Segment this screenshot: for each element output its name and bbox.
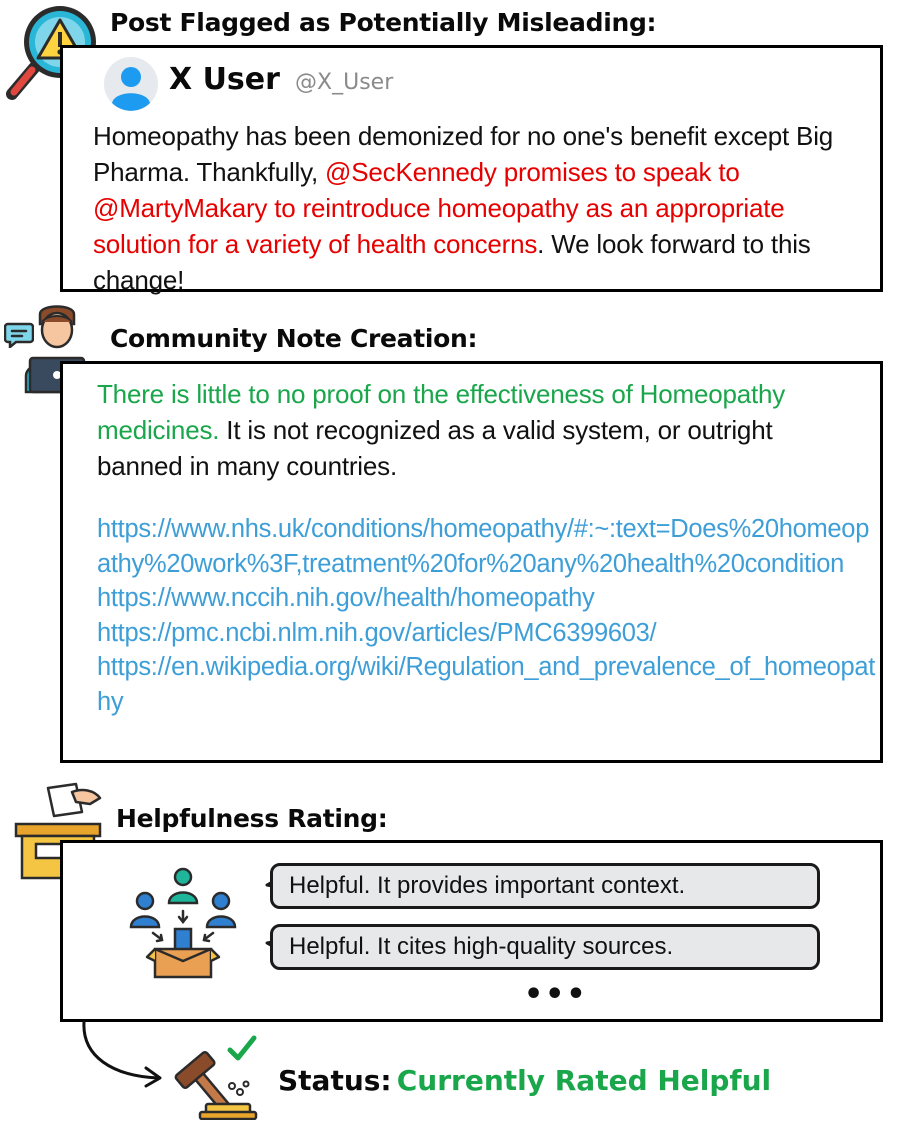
note-links [97, 512, 879, 719]
curved-arrow-icon [72, 1020, 172, 1090]
rating-section-heading: Helpfulness Rating: [116, 804, 388, 833]
note-link-wikipedia[interactable]: https://en.wikipedia.org/wiki/Regulation_and_prevalence_of_homeopathy [97, 653, 876, 716]
rating-2-label: Helpful. [289, 933, 371, 960]
user-avatar-icon [103, 56, 159, 112]
post-body-text [93, 118, 853, 298]
note-section-heading: Community Note Creation: [110, 324, 478, 353]
post-section-heading: Post Flagged as Potentially Misleading: [110, 8, 657, 37]
note-link-nccih[interactable]: https://www.nccih.nih.gov/health/homeopathy [97, 584, 595, 612]
rating-1-reason: It provides important context. [370, 872, 686, 899]
note-text-highlight: There is little to no proof on the effectiveness of Homeopathy medicines. [97, 379, 786, 445]
note-body-text [97, 376, 837, 484]
more-ratings-ellipsis: ••• [524, 977, 588, 1012]
note-link-nhs[interactable]: https://www.nhs.uk/conditions/homeopathy/#:~:text=Does%20homeopathy%20work%3F,treatment%20for%20any%20health%20condition [97, 515, 870, 578]
post-text-plain-1: Homeopathy has been demonized for no one's benefit except Big Pharma. Thankfully, [93, 121, 834, 187]
voting-people-icon [127, 855, 239, 985]
rating-card [60, 840, 883, 1022]
gavel-check-icon [166, 1034, 264, 1120]
status-line [278, 1064, 771, 1097]
note-text-plain: It is not recognized as a valid system, or outright banned in many countries. [97, 415, 773, 481]
rating-1-label: Helpful. [289, 872, 371, 899]
post-user-name: X User [169, 62, 280, 97]
rating-2-reason: It cites high-quality sources. [370, 933, 674, 960]
post-card [60, 45, 883, 295]
post-user-line [169, 62, 393, 97]
rating-bubble-2 [270, 924, 820, 970]
post-text-plain-2: . We look forward to this change! [93, 229, 811, 295]
status-label: Status: [278, 1064, 392, 1097]
note-link-pmc[interactable]: https://pmc.ncbi.nlm.nih.gov/articles/PMC6399603/ [97, 618, 657, 647]
status-value: Currently Rated Helpful [396, 1064, 772, 1097]
post-user-handle: @X_User [295, 70, 394, 95]
post-text-highlight: @SecKennedy promises to speak to @MartyMakary to reintroduce homeopathy as an appropriate solution for a variety of health concerns [93, 157, 785, 259]
rating-bubble-1 [270, 863, 820, 909]
community-note-card [60, 361, 883, 763]
